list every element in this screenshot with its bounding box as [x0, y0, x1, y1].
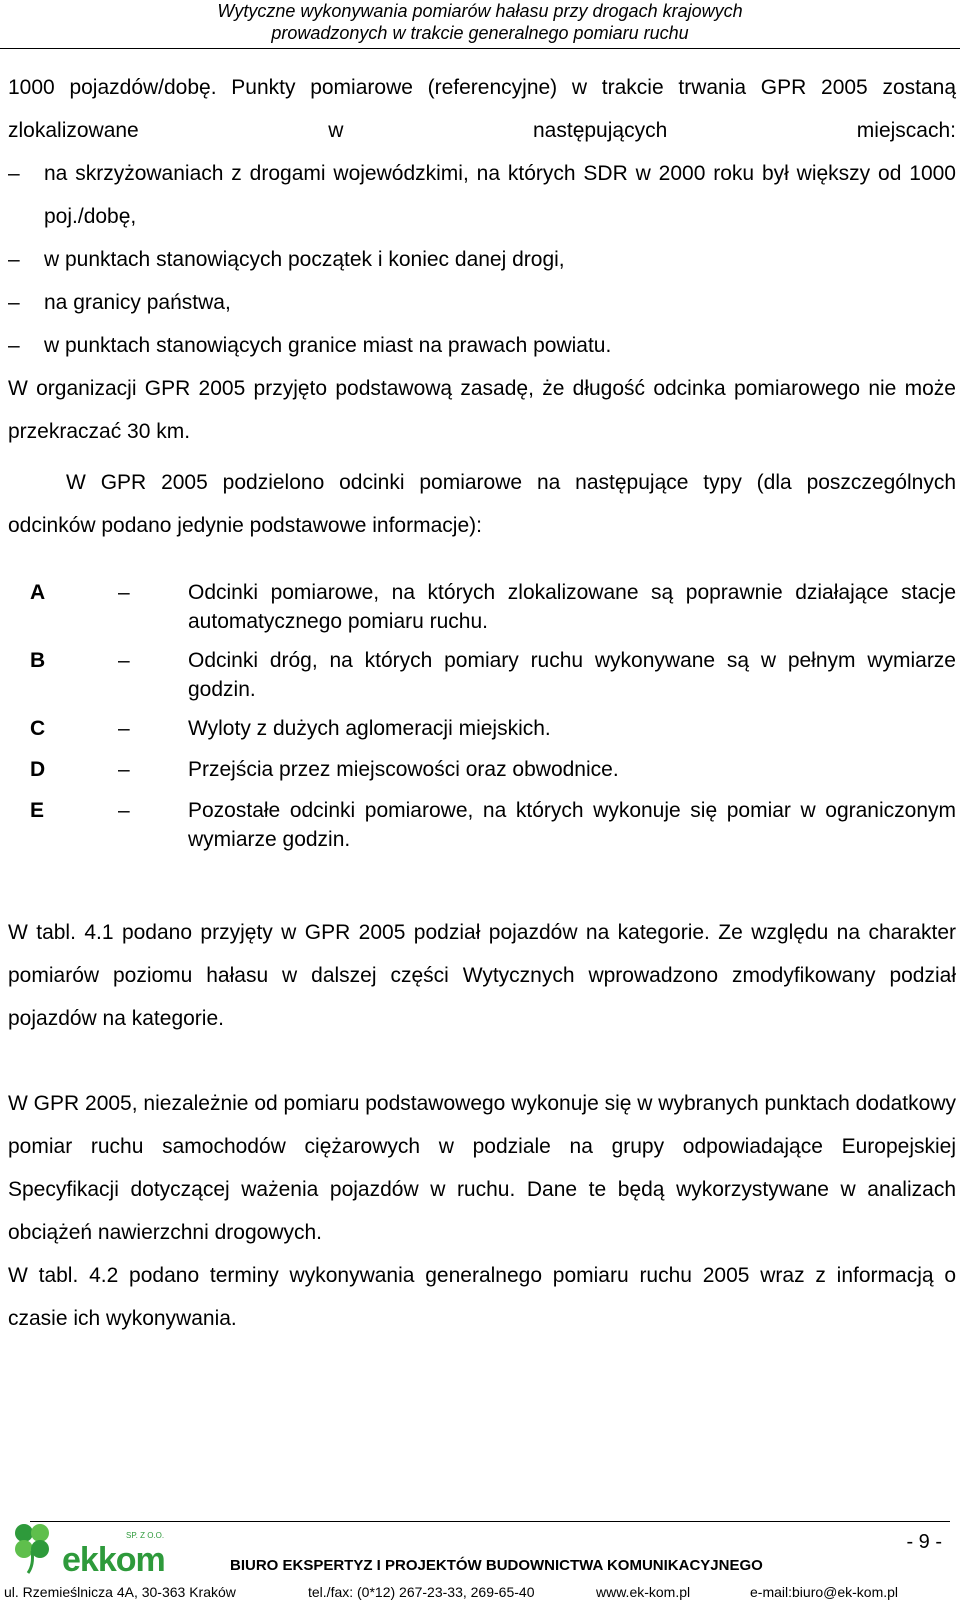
closing-paragraphs [8, 911, 956, 1340]
category-description: Odcinki pomiarowe, na których zlokalizowane są poprawnie działające stacje automatycznego pomiaru ruchu. [188, 581, 956, 633]
category-letter: E [30, 799, 45, 822]
intro-paragraph: 1000 pojazdów/dobę. Punkty pomiarowe (referencyjne) w trakcie trwania GPR 2005 zostaną zlokalizowane w następujących miejscach: [8, 76, 956, 142]
category-letter: B [30, 649, 46, 672]
heavy-traffic-paragraph: W GPR 2005, niezależnie od pomiaru podstawowego wykonuje się w wybranych punktach dodatkowy pomiar ruchu samochodów ciężarowych w podziale na grupy odpowiadające Europejskiej Specyfikacji dotyczącej ważenia pojazdów w ruchu. Dane te będą wykorzystywane w analizach obciążeń nawierzchni drogowych. [8, 1092, 956, 1244]
category-letter: A [30, 581, 46, 604]
list-item-text: na granicy państwa, [44, 291, 231, 314]
category-row-c [8, 714, 956, 755]
header-title-line-1: Wytyczne wykonywania pomiarów hałasu przy drogach krajowych [217, 1, 743, 21]
category-dash: – [118, 581, 130, 604]
schedule-paragraph: W tabl. 4.2 podano terminy wykonywania generalnego pomiaru ruchu 2005 wraz z informacją o czasie ich wykonywania. [8, 1264, 956, 1330]
category-row-d [8, 755, 956, 796]
category-row-b [8, 646, 956, 714]
category-description: Pozostałe odcinki pomiarowe, na których wykonuje się pomiar w ograniczonym wymiarze godzin. [188, 799, 956, 851]
category-description: Odcinki dróg, na których pomiary ruchu wykonywane są w pełnym wymiarze godzin. [188, 649, 956, 701]
company-logo [8, 1521, 168, 1577]
list-item-text: na skrzyżowaniach z drogami wojewódzkimi, na których SDR w 2000 roku był większy od 1000 poj./dobę, [44, 162, 956, 228]
header-title-line-2: prowadzonych w trakcie generalnego pomiaru ruchu [271, 23, 689, 43]
category-letter: D [30, 758, 46, 781]
company-office-name: BIURO EKSPERTYZ I PROJEKTÓW BUDOWNICTWA KOMUNIKACYJNEGO [230, 1557, 763, 1574]
list-item-text: w punktach stanowiących granice miast na prawach powiatu. [44, 334, 612, 357]
list-item [8, 281, 956, 324]
vehicle-categories-paragraph: W tabl. 4.1 podano przyjęty w GPR 2005 podział pojazdów na kategorie. Ze względu na charakter pomiarów poziomu hałasu w dalszej części Wytycznych wprowadzono zmodyfikowany podział pojazdów na kategorie. [8, 921, 956, 1030]
section-types-list [8, 578, 956, 864]
company-email: e-mail:biuro@ek-kom.pl [750, 1584, 899, 1600]
category-dash: – [118, 799, 130, 822]
category-dash: – [118, 717, 130, 740]
company-website: www.ek-kom.pl [596, 1584, 691, 1600]
page-number: - 9 - [906, 1531, 942, 1553]
page-body [8, 66, 956, 1330]
logo-legal-form: SP. Z O.O. [126, 1531, 165, 1540]
list-item-text: w punktach stanowiących początek i koniec danej drogi, [44, 248, 565, 271]
list-item [8, 152, 956, 238]
page-header [0, 0, 960, 49]
dash-bullet: – [8, 248, 20, 271]
category-letter: C [30, 717, 46, 740]
dash-bullet: – [8, 334, 20, 357]
category-description: Przejścia przez miejscowości oraz obwodnice. [188, 758, 619, 781]
dash-bullet: – [8, 291, 20, 314]
dash-bullet: – [8, 162, 20, 185]
company-phone: tel./fax: (0*12) 267-23-33, 269-65-40 [308, 1584, 535, 1600]
category-row-a [8, 578, 956, 646]
measurement-points-list [8, 152, 956, 367]
section-length-rule: W organizacji GPR 2005 przyjęto podstawową zasadę, że długość odcinka pomiarowego nie może przekraczać 30 km. [8, 377, 956, 443]
company-address: ul. Rzemieślnicza 4A, 30-363 Kraków [4, 1584, 236, 1600]
category-dash: – [118, 649, 130, 672]
category-dash: – [118, 758, 130, 781]
category-row-e [8, 796, 956, 864]
footer-divider [30, 1521, 950, 1522]
logo-wordmark: ekkom [62, 1541, 165, 1579]
types-intro-paragraph: W GPR 2005 podzielono odcinki pomiarowe na następujące typy (dla poszczególnych odcinków podano jedynie podstawowe informacje): [8, 471, 956, 537]
list-item [8, 238, 956, 281]
category-description: Wyloty z dużych aglomeracji miejskich. [188, 717, 551, 740]
list-item [8, 324, 956, 367]
